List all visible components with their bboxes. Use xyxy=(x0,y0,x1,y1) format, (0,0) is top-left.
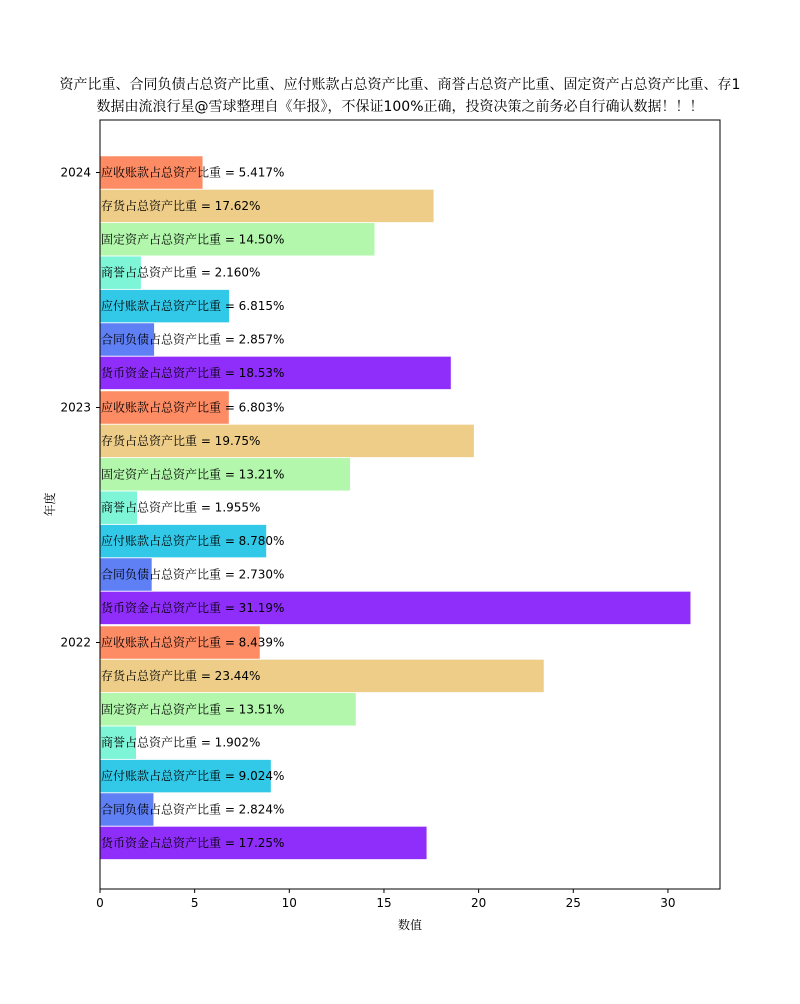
x-tick-label: 15 xyxy=(376,896,392,910)
bar-value-label: 货币资金占总资产比重 = 31.19% xyxy=(101,600,285,615)
title-line-1: 资产比重、合同负债占总资产比重、应付账款占总资产比重、商誉占总资产比重、固定资产占总资产比重、存1 xyxy=(59,77,741,93)
bar-value-label: 固定资产占总资产比重 = 13.21% xyxy=(101,467,285,482)
x-axis-label: 数值 xyxy=(397,918,423,932)
y-axis-label: 年度 xyxy=(43,492,57,517)
bar-value-label: 商誉占总资产比重 = 1.955% xyxy=(101,500,261,515)
y-axis xyxy=(60,166,100,650)
bar-value-label: 应付账款占总资产比重 = 8.780% xyxy=(101,534,285,549)
bar-value-label: 存货占总资产比重 = 23.44% xyxy=(101,668,261,683)
bar-value-label: 存货占总资产比重 = 17.62% xyxy=(101,198,261,213)
x-tick-label: 25 xyxy=(565,896,581,910)
bar-value-label: 固定资产占总资产比重 = 14.50% xyxy=(101,232,285,247)
x-tick-label: 10 xyxy=(281,896,297,910)
bar-value-label: 应付账款占总资产比重 = 6.815% xyxy=(101,299,285,314)
bar-value-label: 货币资金占总资产比重 = 18.53% xyxy=(101,365,285,380)
x-tick-label: 30 xyxy=(660,896,676,910)
bar-value-label: 商誉占总资产比重 = 1.902% xyxy=(101,735,261,750)
chart-title xyxy=(60,76,741,115)
y-tick-label: 2024 xyxy=(60,165,91,180)
bar-value-label: 应收账款占总资产比重 = 6.803% xyxy=(101,400,285,415)
bar-value-label: 商誉占总资产比重 = 2.160% xyxy=(101,265,261,280)
bar-value-label: 合同负债占总资产比重 = 2.824% xyxy=(101,802,285,817)
bar-value-label: 合同负债占总资产比重 = 2.730% xyxy=(101,567,285,582)
bar-labels xyxy=(101,165,284,850)
y-tick-label: 2022 xyxy=(60,635,91,650)
x-tick-label: 20 xyxy=(470,896,487,910)
bar-value-label: 应付账款占总资产比重 = 9.024% xyxy=(101,769,285,784)
bar-value-label: 货币资金占总资产比重 = 17.25% xyxy=(101,835,285,850)
bar-value-label: 应收账款占总资产比重 = 5.417% xyxy=(101,165,285,180)
x-axis xyxy=(96,889,675,910)
x-tick-label: 0 xyxy=(96,896,104,910)
bar-value-label: 应收账款占总资产比重 = 8.439% xyxy=(101,635,285,650)
bar-value-label: 固定资产占总资产比重 = 13.51% xyxy=(101,702,285,717)
title-line-2: 数据由流浪行星@雪球整理自《年报》，不保证100%正确，投资决策之前务必自行确认数据！！！ xyxy=(96,99,704,115)
bar-value-label: 合同负债占总资产比重 = 2.857% xyxy=(101,332,285,347)
y-tick-label: 2023 xyxy=(60,400,91,415)
x-tick-label: 5 xyxy=(190,896,199,910)
bar-value-label: 存货占总资产比重 = 19.75% xyxy=(101,433,261,448)
